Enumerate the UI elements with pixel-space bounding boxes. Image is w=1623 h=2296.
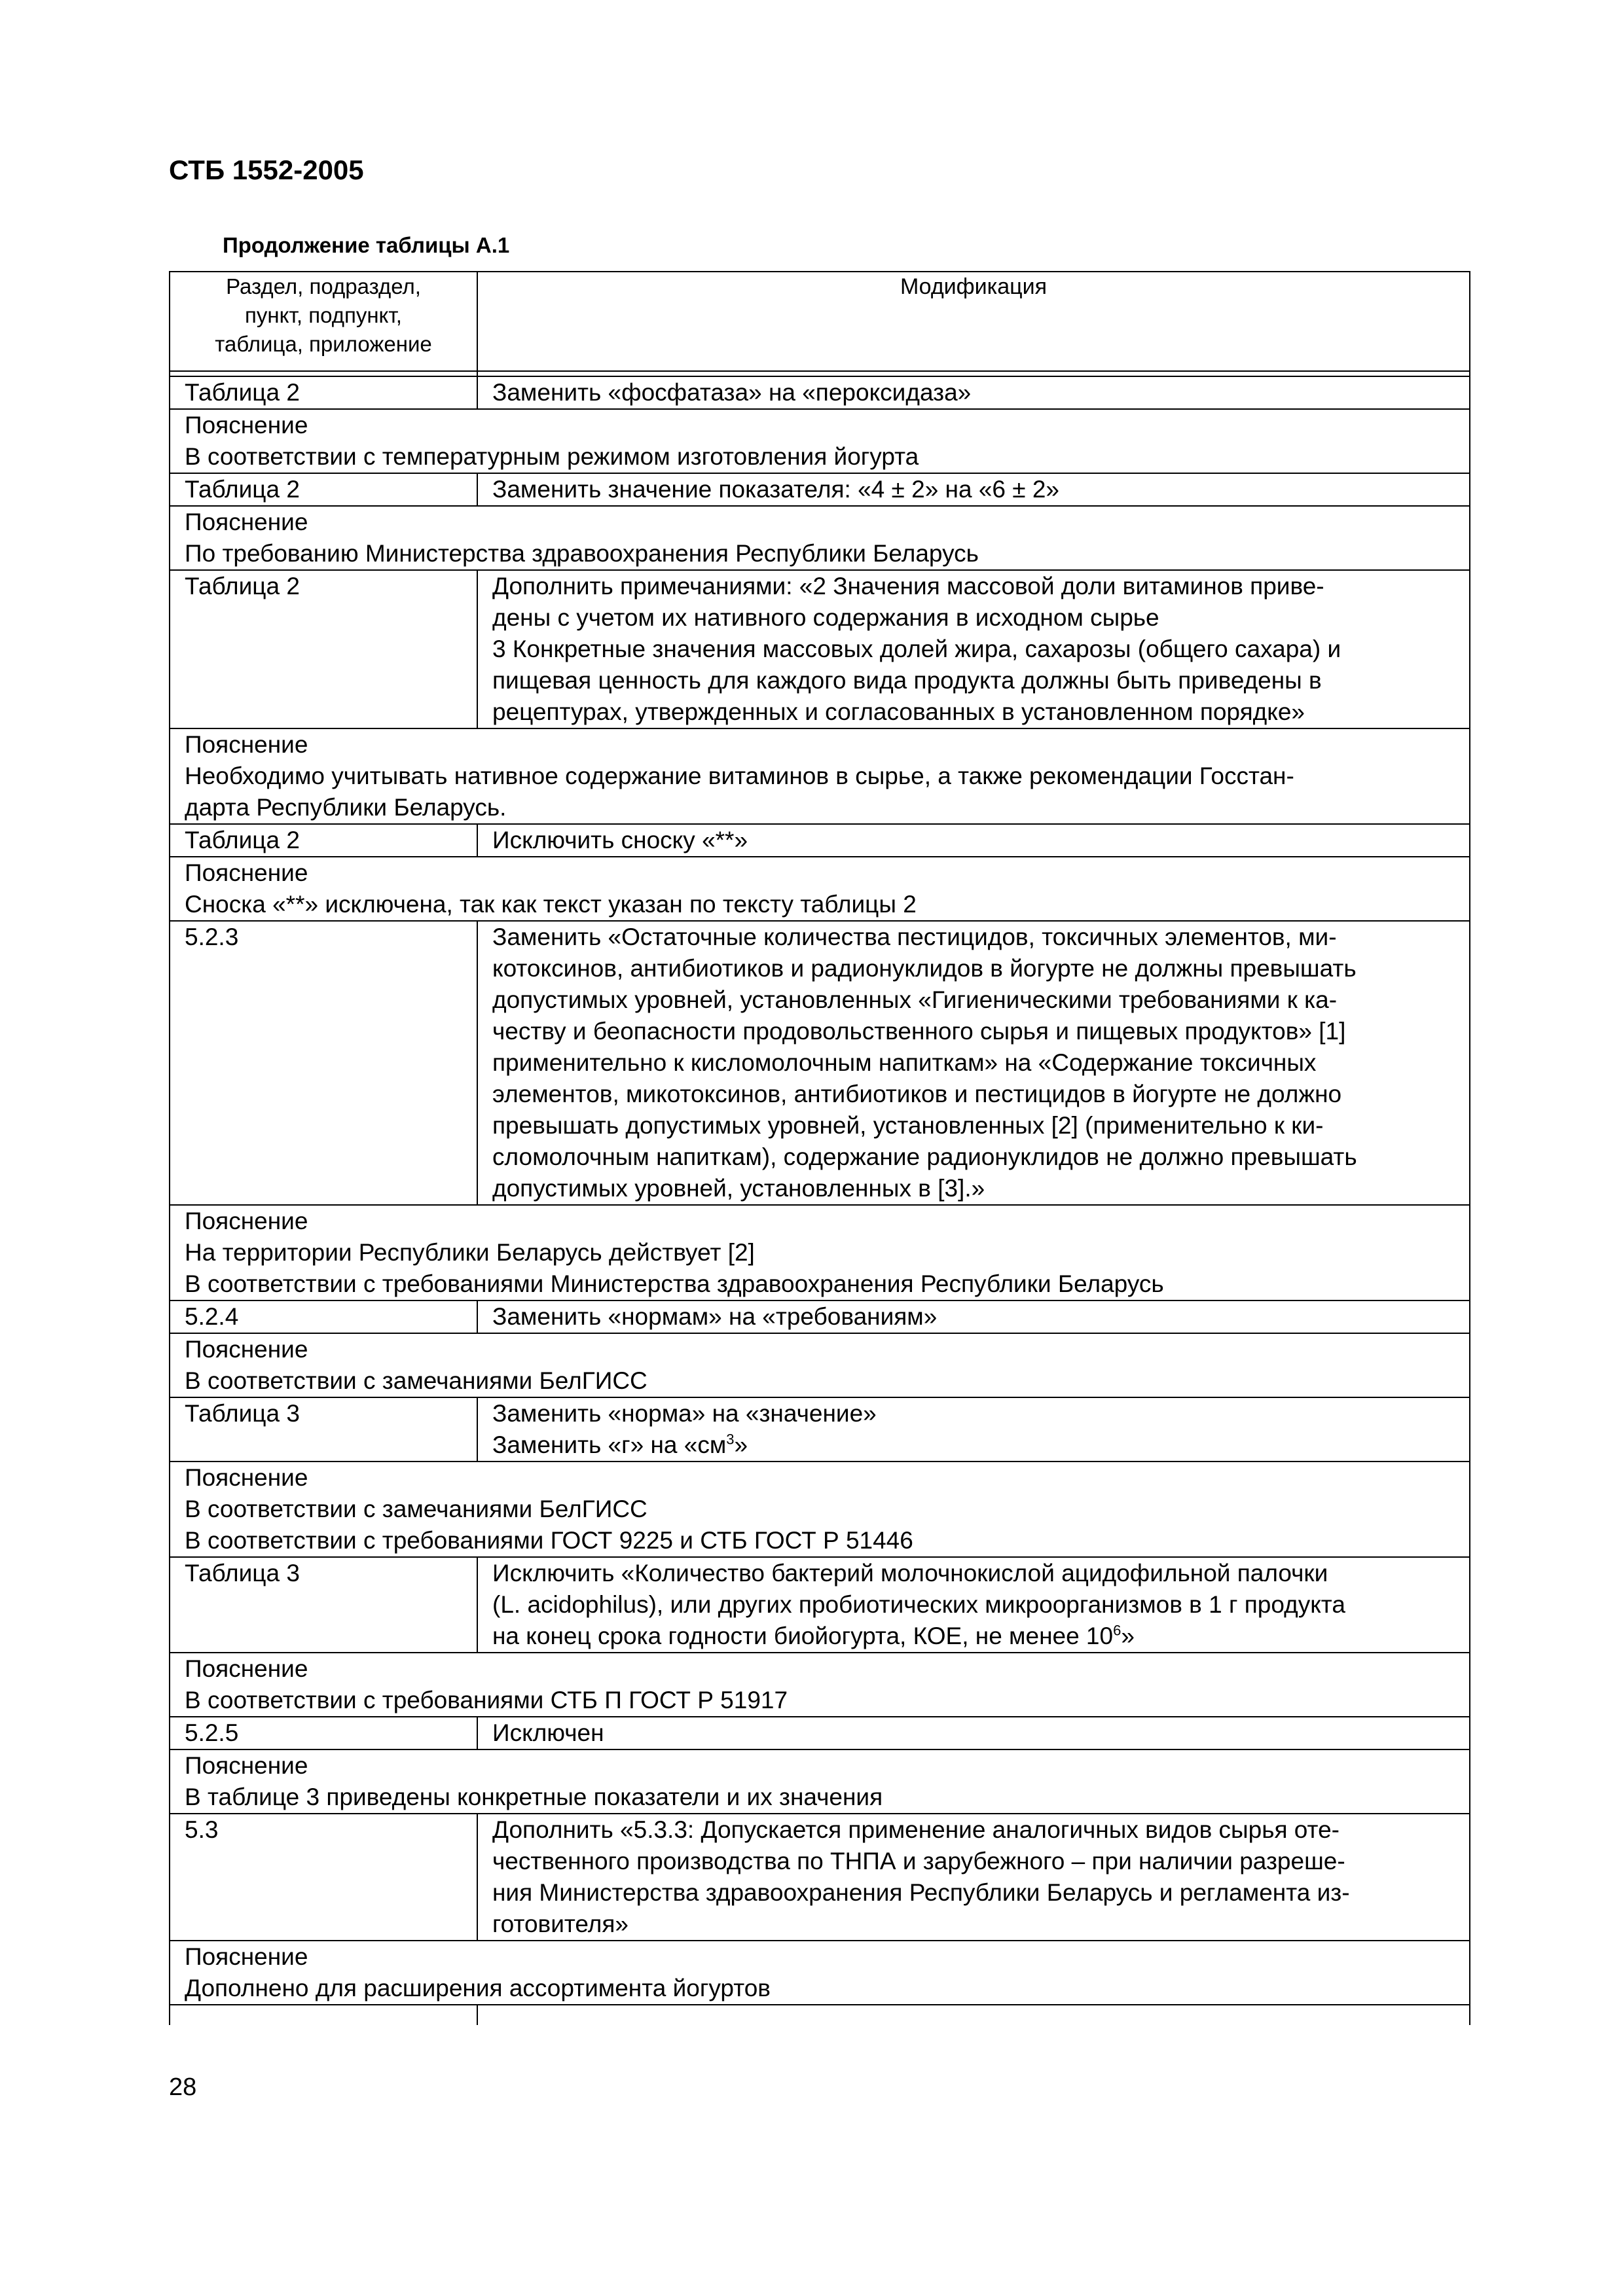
modification-line: (L. acidophilus), или других пробиотических микроорганизмов в 1 г продукта [492, 1591, 1345, 1618]
note-row [170, 1941, 1470, 2005]
continuation-cell [170, 2005, 477, 2025]
note-cell [170, 1462, 1470, 1557]
modification-cell [477, 824, 1470, 857]
table-row [170, 824, 1470, 857]
note-title: Пояснение [185, 412, 308, 439]
note-cell [170, 728, 1470, 824]
section-cell: Таблица 3 [170, 1397, 477, 1462]
note-row [170, 857, 1470, 921]
modification-cell [477, 1557, 1470, 1653]
note-row [170, 1749, 1470, 1814]
header-section-column [170, 272, 477, 371]
note-cell [170, 1749, 1470, 1814]
modification-line: 3 Конкретные значения массовых долей жира, сахарозы (общего сахара) и [492, 636, 1341, 662]
modification-cell [477, 473, 1470, 506]
note-title: Пояснение [185, 1943, 308, 1970]
section-cell: Таблица 2 [170, 570, 477, 728]
modification-line: элементов, микотоксинов, антибиотиков и пестицидов в йогурте не должно [492, 1081, 1342, 1107]
modification-cell [477, 1397, 1470, 1462]
header-section-line: таблица, приложение [215, 332, 432, 356]
modification-line: Исключить сноску «**» [492, 827, 748, 853]
modification-cell [477, 1717, 1470, 1749]
modification-line: Исключен [492, 1719, 604, 1746]
section-cell: 5.2.5 [170, 1717, 477, 1749]
modification-line [492, 1429, 1455, 1461]
section-cell: Таблица 2 [170, 824, 477, 857]
modification-line: готовителя» [492, 1910, 629, 1937]
modification-line: Заменить «нормам» на «требованиям» [492, 1303, 938, 1330]
table-row [170, 1717, 1470, 1749]
modification-line: сломолочным напиткам), содержание радионуклидов не должно превышать [492, 1143, 1357, 1170]
note-row [170, 1462, 1470, 1557]
modification-line: допустимых уровней, установленных в [3].» [492, 1175, 985, 1202]
note-cell [170, 506, 1470, 570]
modification-line: допустимых уровней, установленных «Гигиеническими требованиями к ка- [492, 986, 1338, 1013]
note-line: Дополнено для расширения ассортимента йогуртов [185, 1975, 771, 2001]
section-cell: 5.2.4 [170, 1300, 477, 1333]
note-line: Сноска «**» исключена, так как текст указан по тексту таблицы 2 [185, 891, 917, 918]
note-line: В таблице 3 приведены конкретные показатели и их значения [185, 1784, 883, 1810]
note-row [170, 728, 1470, 824]
table-row [170, 473, 1470, 506]
modification-line: рецептурах, утвержденных и согласованных в установленном порядке» [492, 698, 1305, 725]
modification-line: дены с учетом их нативного содержания в исходном сырье [492, 604, 1159, 631]
note-title: Пояснение [185, 509, 308, 535]
modification-line: ния Министерства здравоохранения Республики Беларусь и регламента из- [492, 1879, 1350, 1906]
modification-text: » [1121, 1623, 1135, 1649]
continuation-cell [477, 2005, 1470, 2025]
note-line: В соответствии с замечаниями БелГИСС [185, 1367, 647, 1394]
superscript: 3 [726, 1431, 735, 1448]
section-cell: 5.2.3 [170, 921, 477, 1205]
table-row [170, 921, 1470, 1205]
modification-line: пищевая ценность для каждого вида продукта должны быть приведены в [492, 667, 1322, 694]
note-line: дарта Республики Беларусь. [185, 794, 507, 821]
header-section-line: пункт, подпункт, [245, 303, 402, 327]
modification-line: применительно к кисломолочным напиткам» на «Содержание токсичных [492, 1049, 1317, 1076]
modification-line: Заменить «Остаточные количества пестицидов, токсичных элементов, ми- [492, 924, 1337, 950]
modification-cell [477, 1814, 1470, 1941]
note-cell [170, 857, 1470, 921]
section-cell: Таблица 2 [170, 473, 477, 506]
note-title: Пояснение [185, 1752, 308, 1779]
note-line: В соответствии с требованиями Министерства здравоохранения Республики Беларусь [185, 1270, 1164, 1297]
table-row [170, 376, 1470, 409]
note-title: Пояснение [185, 1208, 308, 1234]
note-line: Необходимо учитывать нативное содержание витаминов в сырье, а также рекомендации Госстан- [185, 762, 1294, 789]
note-cell [170, 1653, 1470, 1717]
modification-line: Дополнить примечаниями: «2 Значения массовой доли витаминов приве- [492, 573, 1324, 600]
modification-line: честву и беопасности продовольственного сырья и пищевых продуктов» [1] [492, 1018, 1346, 1045]
modification-line: Заменить «фосфатаза» на «пероксидаза» [492, 379, 972, 406]
modification-cell [477, 570, 1470, 728]
table-row [170, 1557, 1470, 1653]
note-cell [170, 1333, 1470, 1397]
note-line: В соответствии с температурным режимом изготовления йогурта [185, 443, 919, 470]
note-cell [170, 1205, 1470, 1300]
table-row [170, 1397, 1470, 1462]
modification-table [169, 271, 1470, 2025]
modification-text: на конец срока годности биойогурта, КОЕ, не менее 10 [492, 1623, 1114, 1649]
header-modification-column: Модификация [477, 272, 1470, 371]
table-header-row [170, 272, 1470, 371]
note-line: В соответствии с требованиями СТБ П ГОСТ Р 51917 [185, 1687, 788, 1713]
table-row [170, 1814, 1470, 1941]
header-separator [170, 371, 1470, 376]
note-title: Пояснение [185, 1336, 308, 1363]
note-cell [170, 1941, 1470, 2005]
modification-line: Исключить «Количество бактерий молочнокислой ацидофильной палочки [492, 1560, 1328, 1587]
modification-text: » [734, 1431, 748, 1458]
note-row [170, 1333, 1470, 1397]
note-title: Пояснение [185, 1464, 308, 1491]
modification-line: чественного производства по ТНПА и зарубежного – при наличии разреше- [492, 1848, 1345, 1874]
modification-cell [477, 1300, 1470, 1333]
modification-line: котоксинов, антибиотиков и радионуклидов в йогурте не должны превышать [492, 955, 1357, 982]
note-row [170, 1205, 1470, 1300]
modification-cell [477, 921, 1470, 1205]
table-row [170, 570, 1470, 728]
note-line: На территории Республики Беларусь действует [2] [185, 1239, 755, 1266]
modification-line: Заменить значение показателя: «4 ± 2» на «6 ± 2» [492, 476, 1060, 503]
superscript: 6 [1113, 1622, 1122, 1639]
page-number: 28 [169, 2073, 197, 2101]
table-row [170, 1300, 1470, 1333]
table-caption: Продолжение таблицы А.1 [223, 233, 510, 257]
note-line: В соответствии с замечаниями БелГИСС [185, 1496, 647, 1522]
note-row [170, 409, 1470, 473]
note-cell [170, 409, 1470, 473]
modification-line: Дополнить «5.3.3: Допускается применение аналогичных видов сырья оте- [492, 1816, 1340, 1843]
modification-line: Заменить «норма» на «значение» [492, 1400, 877, 1427]
header-section-line: Раздел, подраздел, [226, 274, 421, 298]
modification-line: превышать допустимых уровней, установленных [2] (применительно к ки- [492, 1112, 1324, 1139]
note-title: Пояснение [185, 731, 308, 758]
modification-line [492, 1621, 1455, 1652]
note-row [170, 1653, 1470, 1717]
section-cell: 5.3 [170, 1814, 477, 1941]
modification-cell [477, 376, 1470, 409]
document-code: СТБ 1552-2005 [169, 154, 364, 185]
note-line: По требованию Министерства здравоохранения Республики Беларусь [185, 540, 979, 567]
note-line: В соответствии с требованиями ГОСТ 9225 и СТБ ГОСТ Р 51446 [185, 1527, 913, 1554]
modification-text: Заменить «г» на «см [492, 1431, 727, 1458]
section-cell: Таблица 2 [170, 376, 477, 409]
note-row [170, 506, 1470, 570]
note-title: Пояснение [185, 859, 308, 886]
section-cell: Таблица 3 [170, 1557, 477, 1653]
note-title: Пояснение [185, 1655, 308, 1682]
table-continuation [170, 2005, 1470, 2025]
